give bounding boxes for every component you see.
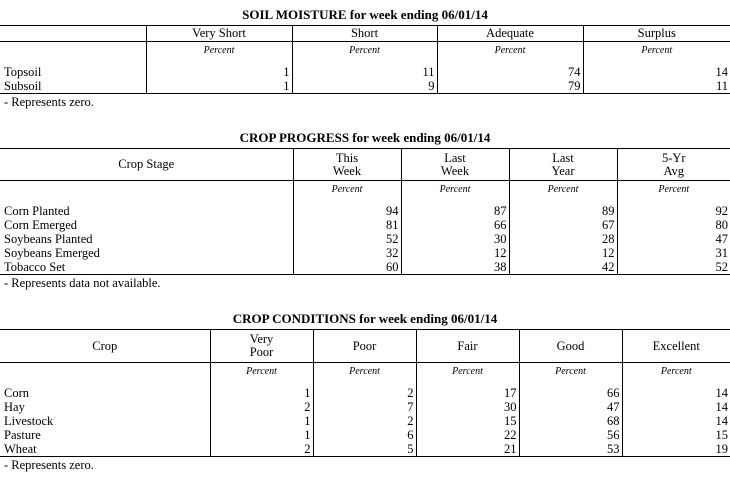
row-label: Subsoil [0, 79, 146, 94]
unit-label: Percent [509, 181, 617, 199]
cell-value: 2 [313, 386, 416, 400]
cell-value: 32 [293, 246, 401, 260]
soil-col-header: Very Short [146, 26, 292, 42]
table-row [0, 246, 730, 260]
cell-value: 47 [519, 400, 622, 414]
row-label: Soybeans Planted [4, 232, 93, 246]
row-label: Pasture [4, 428, 41, 442]
row-label: Wheat [0, 442, 210, 457]
cell-value: 66 [401, 218, 509, 232]
table-row [0, 79, 730, 94]
cell-value: 2 [210, 400, 313, 414]
cell-value: 2 [210, 442, 313, 457]
cell-value: 38 [401, 260, 509, 275]
row-label: Soybeans Emerged [4, 246, 100, 260]
cell-value: 19 [622, 442, 730, 457]
row-label: Hay [4, 400, 25, 414]
cell-value: 42 [509, 260, 617, 275]
unit-label: Percent [617, 181, 730, 199]
row-label: Tobacco Set [0, 260, 293, 275]
cell-value: 15 [416, 414, 519, 428]
soil-footnote: - Represents zero. [4, 95, 94, 109]
crop-progress-table [0, 148, 730, 275]
cell-value: 87 [401, 204, 509, 218]
unit-label: Percent [437, 42, 583, 60]
cell-value: 11 [583, 79, 730, 94]
cell-value: 14 [622, 414, 730, 428]
cell-value: 14 [622, 386, 730, 400]
cell-value: 66 [519, 386, 622, 400]
cell-value: 7 [313, 400, 416, 414]
cell-value: 52 [617, 260, 730, 275]
progress-col-header: This Week [293, 149, 401, 181]
cell-value: 74 [437, 65, 583, 79]
unit-label: Percent [519, 363, 622, 381]
unit-label: Percent [210, 363, 313, 381]
cell-value: 17 [416, 386, 519, 400]
cell-value: 1 [146, 65, 292, 79]
cell-value: 22 [416, 428, 519, 442]
unit-label: Percent [416, 363, 519, 381]
unit-label: Percent [401, 181, 509, 199]
progress-col-header: 5-Yr Avg [617, 149, 730, 181]
cell-value: 1 [210, 414, 313, 428]
conditions-col-header: Good [519, 330, 622, 363]
unit-label: Percent [292, 42, 437, 60]
row-label: Corn [4, 386, 29, 400]
soil-col-header: Short [292, 26, 437, 42]
conditions-col-header: Poor [313, 330, 416, 363]
conditions-unit-stub [0, 363, 210, 381]
crop-conditions-title: CROP CONDITIONS for week ending 06/01/14 [232, 311, 498, 326]
cell-value: 12 [401, 246, 509, 260]
progress-col-header: Last Year [509, 149, 617, 181]
row-label: Livestock [4, 414, 54, 428]
cell-value: 30 [401, 232, 509, 246]
progress-unit-stub [0, 181, 293, 199]
cell-value: 1 [210, 428, 313, 442]
cell-value: 81 [293, 218, 401, 232]
cell-value: 60 [293, 260, 401, 275]
cell-value: 21 [416, 442, 519, 457]
unit-label: Percent [583, 42, 730, 60]
crop-conditions-table [0, 329, 730, 457]
conditions-col-header: Fair [416, 330, 519, 363]
table-row [0, 442, 730, 457]
cell-value: 89 [509, 204, 617, 218]
row-label: Corn Planted [4, 204, 70, 218]
cell-value: 30 [416, 400, 519, 414]
progress-stub-header: Crop Stage [0, 149, 293, 181]
soil-moisture-table [0, 25, 730, 94]
table-row [0, 428, 730, 442]
cell-value: 9 [292, 79, 437, 94]
conditions-footnote: - Represents zero. [4, 458, 94, 472]
cell-value: 80 [617, 218, 730, 232]
soil-unit-stub [0, 42, 146, 60]
cell-value: 79 [437, 79, 583, 94]
table-row [0, 386, 730, 400]
cell-value: 11 [292, 65, 437, 79]
cell-value: 2 [313, 414, 416, 428]
table-row [0, 204, 730, 218]
cell-value: 92 [617, 204, 730, 218]
cell-value: 14 [583, 65, 730, 79]
table-row [0, 260, 730, 275]
crop-conditions-section [0, 312, 730, 472]
soil-col-header: Surplus [583, 26, 730, 42]
cell-value: 12 [509, 246, 617, 260]
cell-value: 47 [617, 232, 730, 246]
cell-value: 14 [622, 400, 730, 414]
cell-value: 28 [509, 232, 617, 246]
soil-stub-header [0, 26, 146, 42]
conditions-stub-header: Crop [0, 330, 210, 363]
soil-moisture-title: SOIL MOISTURE for week ending 06/01/14 [242, 7, 488, 22]
table-row [0, 65, 730, 79]
cell-value: 1 [146, 79, 292, 94]
cell-value: 1 [210, 386, 313, 400]
row-label: Topsoil [4, 65, 42, 79]
unit-label: Percent [313, 363, 416, 381]
unit-label: Percent [622, 363, 730, 381]
table-row [0, 414, 730, 428]
cell-value: 67 [509, 218, 617, 232]
table-row [0, 400, 730, 414]
progress-footnote: - Represents data not available. [4, 276, 161, 290]
unit-label: Percent [293, 181, 401, 199]
cell-value: 6 [313, 428, 416, 442]
table-row [0, 218, 730, 232]
progress-col-header: Last Week [401, 149, 509, 181]
cell-value: 53 [519, 442, 622, 457]
soil-moisture-section [0, 8, 730, 109]
cell-value: 5 [313, 442, 416, 457]
cell-value: 56 [519, 428, 622, 442]
cell-value: 94 [293, 204, 401, 218]
cell-value: 52 [293, 232, 401, 246]
row-label: Corn Emerged [4, 218, 78, 232]
soil-col-header: Adequate [437, 26, 583, 42]
conditions-col-header: Excellent [622, 330, 730, 363]
conditions-col-header: Very Poor [210, 330, 313, 363]
cell-value: 15 [622, 428, 730, 442]
crop-progress-section [0, 131, 730, 290]
crop-progress-title: CROP PROGRESS for week ending 06/01/14 [239, 130, 491, 145]
cell-value: 31 [617, 246, 730, 260]
table-row [0, 232, 730, 246]
cell-value: 68 [519, 414, 622, 428]
unit-label: Percent [146, 42, 292, 60]
